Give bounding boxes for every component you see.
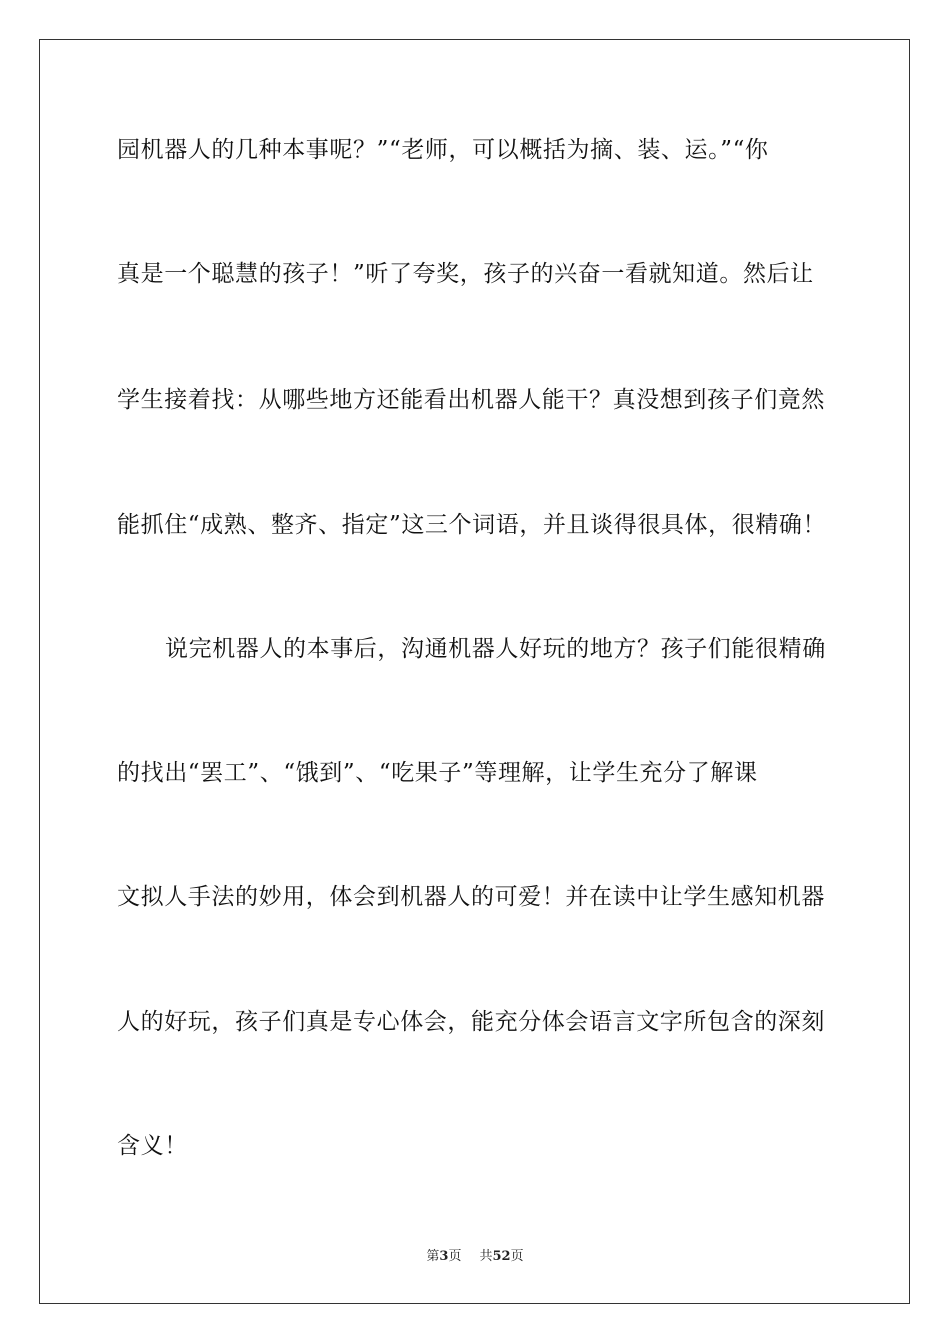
page-suffix: 页	[448, 1249, 462, 1264]
paragraph-line-9: 含义！	[117, 1133, 188, 1159]
paragraph-line-5: 说完机器人的本事后，沟通机器人好玩的地方？孩子们能很精确	[165, 636, 826, 662]
paragraph-line-6: 的找出“罢工”、“饿到”、“吃果子”等理解，让学生充分了解课	[117, 760, 758, 786]
paragraph-line-7: 文拟人手法的妙用，体会到机器人的可爱！并在读中让学生感知机器	[117, 884, 825, 910]
page-footer	[0, 1248, 950, 1266]
total-pages: 52	[492, 1249, 511, 1264]
page-number: 3	[439, 1249, 449, 1264]
paragraph-line-2: 真是一个聪慧的孩子！”听了夸奖，孩子的兴奋一看就知道。然后让	[117, 261, 814, 287]
paragraph-line-3: 学生接着找：从哪些地方还能看出机器人能干？真没想到孩子们竟然	[117, 387, 825, 413]
total-prefix: 共	[479, 1249, 493, 1264]
paragraph-line-4: 能抓住“成熟、整齐、指定”这三个词语，并且谈得很具体，很精确！	[117, 512, 827, 538]
paragraph-line-8: 人的好玩，孩子们真是专心体会，能充分体会语言文字所包含的深刻	[117, 1009, 825, 1035]
page-prefix: 第	[426, 1249, 440, 1264]
page-border	[39, 39, 910, 1304]
total-suffix: 页	[510, 1249, 524, 1264]
paragraph-line-1: 园机器人的几种本事呢？”“老师，可以概括为摘、装、运。”“你	[117, 137, 769, 163]
